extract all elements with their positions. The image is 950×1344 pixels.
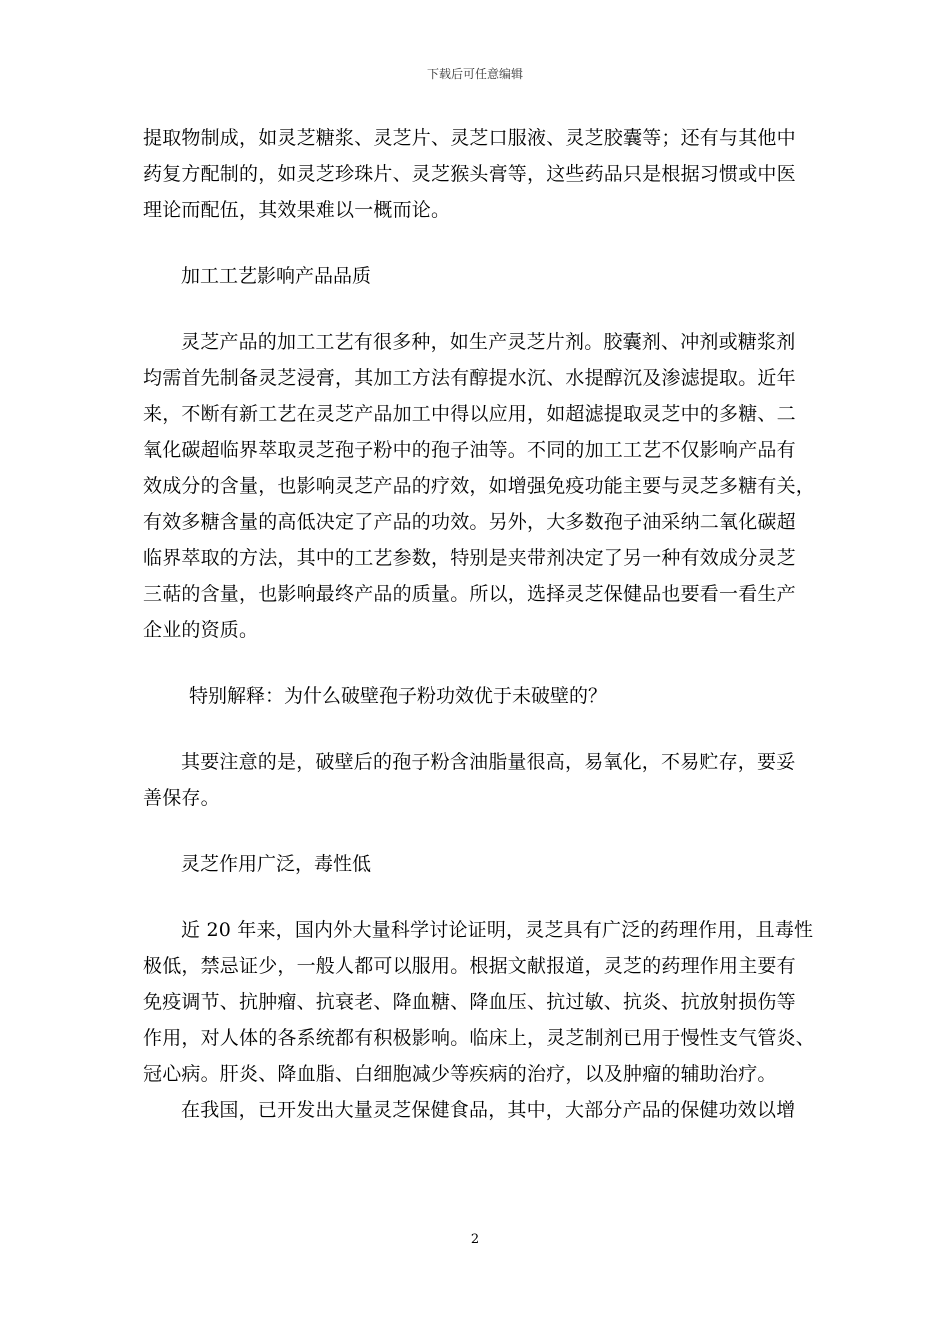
text-line: 作用，对人体的各系统都有积极影响。临床上，灵芝制剂已用于慢性支气管炎、 bbox=[143, 1027, 816, 1049]
section-heading-special-note: 特别解释：为什么破壁孢子粉功效优于未破壁的？ bbox=[189, 685, 608, 707]
text-line: 善保存。 bbox=[143, 787, 220, 809]
text-line: 其要注意的是，破壁后的孢子粉含油脂量很高，易氧化，不易贮存，要妥 bbox=[181, 751, 796, 773]
text-line: 近 20 年来，国内外大量科学讨论证明，灵芝具有广泛的药理作用，且毒性 bbox=[181, 919, 814, 941]
paragraph-1 bbox=[143, 120, 815, 228]
paragraph-3 bbox=[143, 744, 815, 816]
section-heading-effects: 灵芝作用广泛，毒性低 bbox=[181, 853, 372, 875]
paragraph-2 bbox=[143, 324, 815, 648]
text-line: 理论而配伍，其效果难以一概而论。 bbox=[143, 199, 451, 221]
text-line: 药复方配制的，如灵芝珍珠片、灵芝猴头膏等，这些药品只是根据习惯或中医 bbox=[143, 163, 796, 185]
text-line: 企业的资质。 bbox=[143, 619, 259, 641]
text-line: 三萜的含量，也影响最终产品的质量。所以，选择灵芝保健品也要看一看生产 bbox=[143, 583, 796, 605]
text-line: 来，不断有新工艺在灵芝产品加工中得以应用，如超滤提取灵芝中的多糖、二 bbox=[143, 403, 796, 425]
paragraph-4 bbox=[143, 912, 815, 1092]
paragraph-5 bbox=[143, 1092, 815, 1128]
text-line: 免疫调节、抗肿瘤、抗衰老、降血糖、降血压、抗过敏、抗炎、抗放射损伤等 bbox=[143, 991, 796, 1013]
text-line: 在我国，已开发出大量灵芝保健食品，其中，大部分产品的保健功效以增 bbox=[181, 1099, 796, 1121]
text-line: 提取物制成，如灵芝糖浆、灵芝片、灵芝口服液、灵芝胶囊等；还有与其他中 bbox=[143, 127, 796, 149]
text-line: 极低，禁忌证少，一般人都可以服用。根据文献报道，灵芝的药理作用主要有 bbox=[143, 955, 796, 977]
text-line: 氧化碳超临界萃取灵芝孢子粉中的孢子油等。不同的加工工艺不仅影响产品有 bbox=[143, 439, 796, 461]
text-line: 效成分的含量，也影响灵芝产品的疗效，如增强免疫功能主要与灵芝多糖有关， bbox=[143, 475, 816, 497]
text-line: 灵芝产品的加工工艺有很多种，如生产灵芝片剂。胶囊剂、冲剂或糖浆剂 bbox=[181, 331, 796, 353]
page-header: 下载后可任意编辑 bbox=[426, 67, 523, 81]
section-heading-processing: 加工工艺影响产品品质 bbox=[181, 265, 372, 287]
text-line: 冠心病。肝炎、降血脂、白细胞减少等疾病的治疗，以及肿瘤的辅助治疗。 bbox=[143, 1063, 777, 1085]
document-body bbox=[143, 120, 815, 1128]
text-line: 临界萃取的方法，其中的工艺参数，特别是夹带剂决定了另一种有效成分灵芝 bbox=[143, 547, 796, 569]
page-number: 2 bbox=[470, 1232, 480, 1247]
text-line: 有效多糖含量的高低决定了产品的功效。另外，大多数孢子油采纳二氧化碳超 bbox=[143, 511, 796, 533]
text-line: 均需首先制备灵芝浸膏，其加工方法有醇提水沉、水提醇沉及渗滤提取。近年 bbox=[143, 367, 796, 389]
